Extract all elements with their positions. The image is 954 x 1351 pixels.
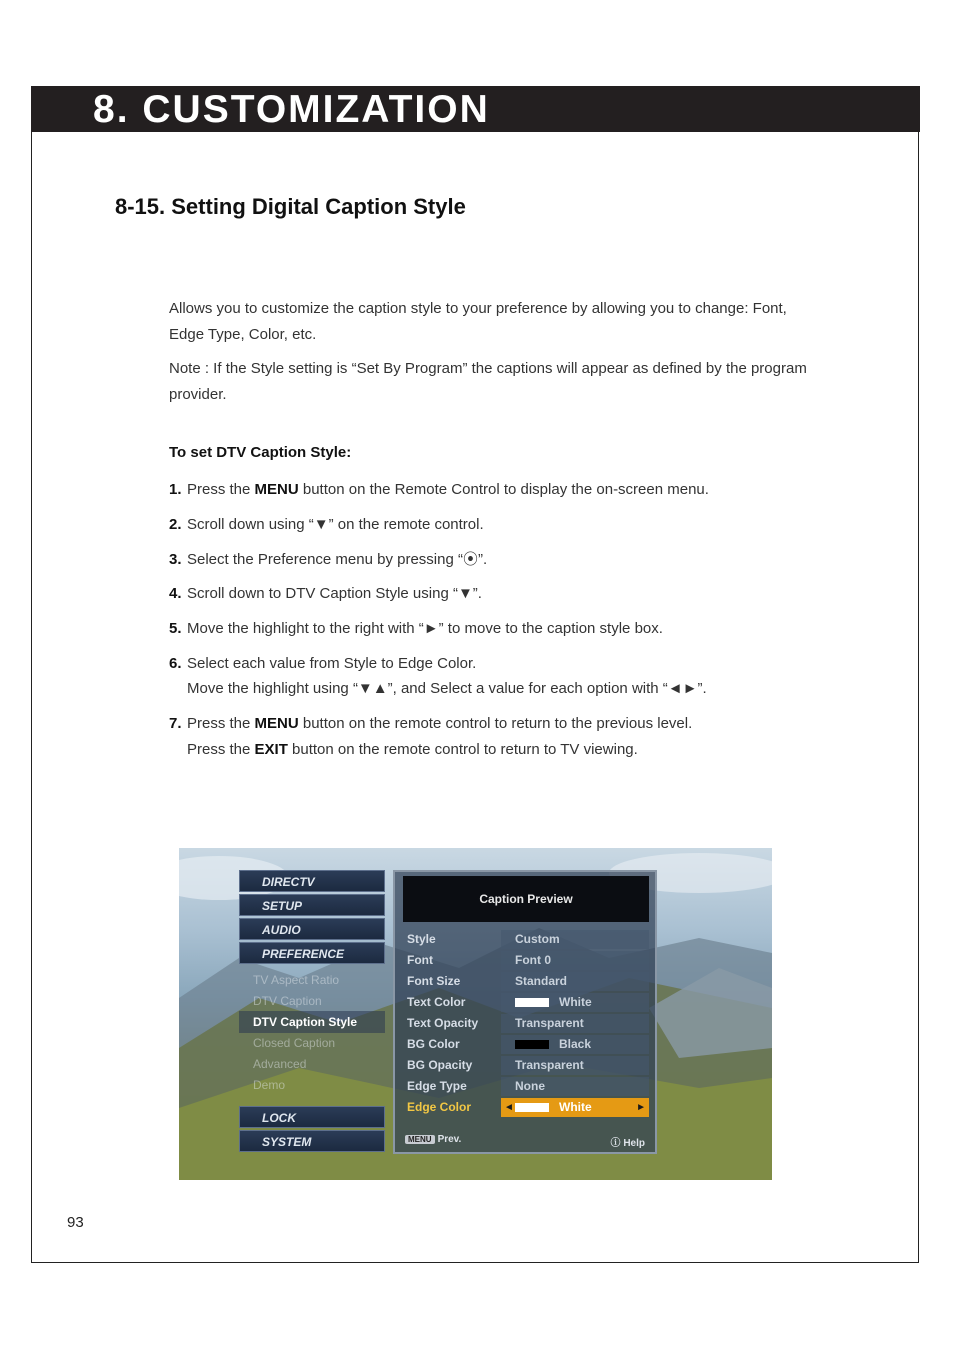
info-icon: ⓘ xyxy=(610,1138,621,1149)
option-style[interactable]: Style Custom xyxy=(403,930,649,950)
option-text-opacity[interactable]: Text Opacity Transparent xyxy=(403,1014,649,1034)
option-font-size[interactable]: Font Size Standard xyxy=(403,972,649,992)
submenu-item-demo[interactable]: Demo xyxy=(253,1078,286,1092)
menu-item-system[interactable]: SYSTEM xyxy=(239,1130,385,1152)
option-bg-color[interactable]: BG Color Black xyxy=(403,1035,649,1055)
white-swatch xyxy=(515,998,549,1007)
menu-item-setup[interactable]: SETUP xyxy=(239,894,385,916)
menu-key-icon: MENU xyxy=(405,1135,435,1144)
chapter-header xyxy=(31,86,920,132)
menu-item-directv[interactable]: DIRECTV xyxy=(239,870,385,892)
menu-item-preference[interactable]: PREFERENCE xyxy=(239,942,385,964)
option-edge-type[interactable]: Edge Type None xyxy=(403,1077,649,1097)
prev-hint[interactable]: MENU Prev. xyxy=(405,1134,461,1145)
white-swatch xyxy=(515,1103,549,1112)
caption-preview: Caption Preview xyxy=(403,876,649,922)
left-arrow-icon[interactable]: ◄ xyxy=(504,1102,514,1113)
caption-style-panel xyxy=(393,870,657,1154)
option-edge-color[interactable]: Edge Color ◄ White ► xyxy=(403,1098,649,1118)
submenu-item-advanced[interactable]: Advanced xyxy=(253,1057,307,1071)
chapter-title: 8. CUSTOMIZATION xyxy=(93,88,490,131)
menu-item-lock[interactable]: LOCK xyxy=(239,1106,385,1128)
tv-menu-screenshot xyxy=(179,848,772,1180)
submenu-item-closed-caption[interactable]: Closed Caption xyxy=(253,1036,336,1050)
option-text-color[interactable]: Text Color White xyxy=(403,993,649,1013)
option-font[interactable]: Font Font 0 xyxy=(403,951,649,971)
submenu-item-dtv-caption-style[interactable]: DTV Caption Style xyxy=(239,1011,385,1033)
right-arrow-icon[interactable]: ► xyxy=(636,1102,646,1113)
option-bg-opacity[interactable]: BG Opacity Transparent xyxy=(403,1056,649,1076)
submenu-item-tv-aspect-ratio[interactable]: TV Aspect Ratio xyxy=(253,973,340,987)
note-paragraph: Note : If the Style setting is “Set By Program” the captions will appear as defined by the program provider. xyxy=(169,360,807,403)
section-title: 8-15. Setting Digital Caption Style xyxy=(115,194,466,219)
menu-item-audio[interactable]: AUDIO xyxy=(239,918,385,940)
black-swatch xyxy=(515,1040,549,1049)
help-hint[interactable]: ⓘ Help xyxy=(610,1138,645,1149)
steps-heading: To set DTV Caption Style: xyxy=(169,444,352,461)
intro-paragraph: Allows you to customize the caption style to your preference by allowing you to change: Font, Edge Type, Color, etc. xyxy=(169,300,787,343)
submenu-item-dtv-caption[interactable]: DTV Caption xyxy=(253,994,322,1008)
page-number: 93 xyxy=(67,1214,84,1231)
